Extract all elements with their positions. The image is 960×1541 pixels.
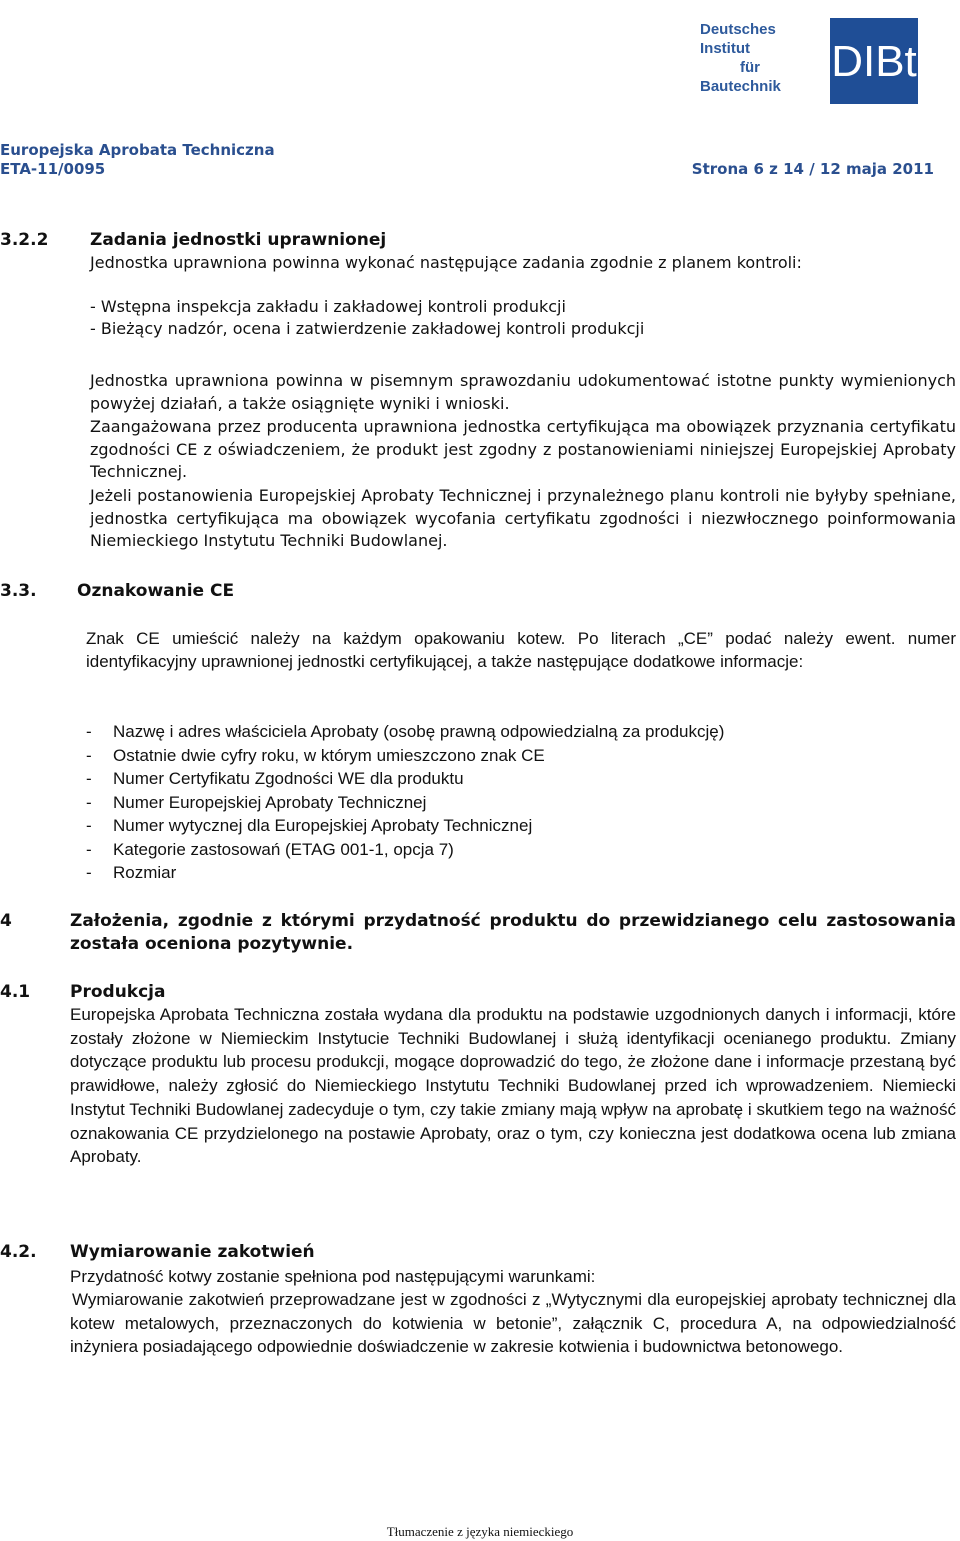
list-item xyxy=(86,745,545,767)
list-item-text: Numer Europejskiej Aprobaty Technicznej xyxy=(113,793,427,812)
list-dash: - xyxy=(86,863,92,882)
list-item xyxy=(86,768,464,790)
logo-mark xyxy=(830,18,918,104)
paragraph: Znak CE umieścić należy na każdym opakowaniu kotew. Po literach „CE” podać należy ewent. numer identyfikacyjny uprawnionej jednostki certyfikującej, a także następujące dodatkowe informacje: xyxy=(86,629,956,671)
section-3-3-title: Oznakowanie CE xyxy=(77,581,235,601)
paragraph: Wymiarowanie zakotwień przeprowadzane jest w zgodności z „Wytycznymi dla europejskiej aprobaty technicznej dla kotew metalowych, przeznaczonych do kotwienia w betonie”, załącznik C, procedura A, na odpowiedzialność inżyniera posiadającego odpowiednie doświadczenie w zakresie kotwienia i budownictwa betonowego. xyxy=(70,1290,956,1356)
footer-note: Tłumaczenie z języka niemieckiego xyxy=(386,1524,574,1539)
paragraph: Zaangażowana przez producenta uprawniona jednostka certyfikująca ma obowiązek przyznania certyfikatu zgodności CE z oświadczeniem, że produkt jest zgodny z postanowieniami niniejszej Europejskiej Aprobaty Technicznej. xyxy=(90,417,956,481)
section-4-1-title: Produkcja xyxy=(70,982,166,1002)
section-3-2-2-intro: Jednostka uprawniona powinna wykonać następujące zadania zgodnie z planem kontroli: xyxy=(90,253,802,272)
logo-wordmark xyxy=(700,20,786,96)
dibt-logo xyxy=(690,14,930,104)
section-4-2-intro: Przydatność kotwy zostanie spełniona pod następującymi warunkami: xyxy=(70,1267,596,1286)
list-item-text: Nazwę i adres właściciela Aprobaty (osobę prawną odpowiedzialną za produkcję) xyxy=(113,722,725,741)
logo-line-1: Deutsches xyxy=(700,21,776,38)
list-dash: - xyxy=(86,816,92,835)
list-item: - Wstępna inspekcja zakładu i zakładowej kontroli produkcji xyxy=(90,297,566,316)
list-dash: - xyxy=(86,840,92,859)
page-info: Strona 6 z 14 / 12 maja 2011 xyxy=(691,160,934,178)
logo-mark-text: DIBt xyxy=(831,37,917,86)
logo-line-3: für xyxy=(740,59,760,76)
section-4-1-number: 4.1 xyxy=(0,982,31,1002)
section-4-title: Założenia, zgodnie z którymi przydatność produktu do przewidzianego celu zastosowania została oceniona pozytywnie. xyxy=(70,911,956,954)
list-item xyxy=(86,815,532,837)
section-3-3-number: 3.3. xyxy=(0,581,37,601)
list-item xyxy=(86,862,176,884)
list-item-text: Numer wytycznej dla Europejskiej Aprobaty Technicznej xyxy=(113,816,533,835)
section-4-number: 4 xyxy=(0,911,12,931)
list-item: - Bieżący nadzór, ocena i zatwierdzenie zakładowej kontroli produkcji xyxy=(90,319,645,338)
list-item-text: Numer Certyfikatu Zgodności WE dla produktu xyxy=(113,769,464,788)
paragraph: Jednostka uprawniona powinna w pisemnym sprawozdaniu udokumentować istotne punkty wymienionych powyżej działań, a także osiągnięte wyniki i wnioski. xyxy=(90,371,956,413)
list-item-text: Rozmiar xyxy=(113,863,177,882)
logo-line-4: Bautechnik xyxy=(700,78,781,95)
list-item-text: Ostatnie dwie cyfry roku, w którym umieszczono znak CE xyxy=(113,746,545,765)
list-dash: - xyxy=(86,769,92,788)
paragraph: Europejska Aprobata Techniczna została wydana dla produktu na podstawie uzgodnionych danych i informacji, które zostały złożone w Niemieckim Instytucie Techniki Budowlanej i służą identyfikacji ocenianego produktu. Zmiany dotyczące produktu lub procesu produkcji, mogące doprowadzić do tego, że złożone dane i informacje przestaną być prawidłowe, należy zgłosić do Niemieckiego Instytutu Techniki Budowlanej przed ich wprowadzeniem. Niemiecki Instytut Techniki Budowlanej zadecyduje o tym, czy takie zmiany mają wpływ na aprobatę i skutkiem tego na ważność oznakowania CE przydzielonego na postawie Aprobaty, oraz o tym, czy konieczna jest dodatkowa ocena lub zmiana Aprobaty. xyxy=(70,1005,956,1167)
paragraph: Jeżeli postanowienia Europejskiej Aprobaty Technicznej i przynależnego planu kontroli nie byłyby spełniane, jednostka certyfikująca ma obowiązek wycofania certyfikatu zgodności i niezwłocznego poinformowania Niemieckiego Instytutu Techniki Budowlanej. xyxy=(90,486,956,550)
list-item xyxy=(86,721,724,743)
section-3-2-2-title: Zadania jednostki uprawnionej xyxy=(90,230,387,250)
list-item-text: Kategorie zastosowań (ETAG 001-1, opcja 7) xyxy=(113,840,454,859)
section-3-2-2-number: 3.2.2 xyxy=(0,230,49,250)
list-item xyxy=(86,839,454,861)
list-item xyxy=(86,792,426,814)
section-4-2-title: Wymiarowanie zakotwień xyxy=(70,1242,315,1262)
list-dash: - xyxy=(86,746,92,765)
doc-id: ETA-11/0095 xyxy=(0,160,106,178)
list-dash: - xyxy=(86,793,92,812)
doc-title: Europejska Aprobata Techniczna xyxy=(0,141,275,159)
logo-line-2: Institut xyxy=(700,40,750,57)
list-dash: - xyxy=(86,722,92,741)
section-4-2-number: 4.2. xyxy=(0,1242,37,1262)
